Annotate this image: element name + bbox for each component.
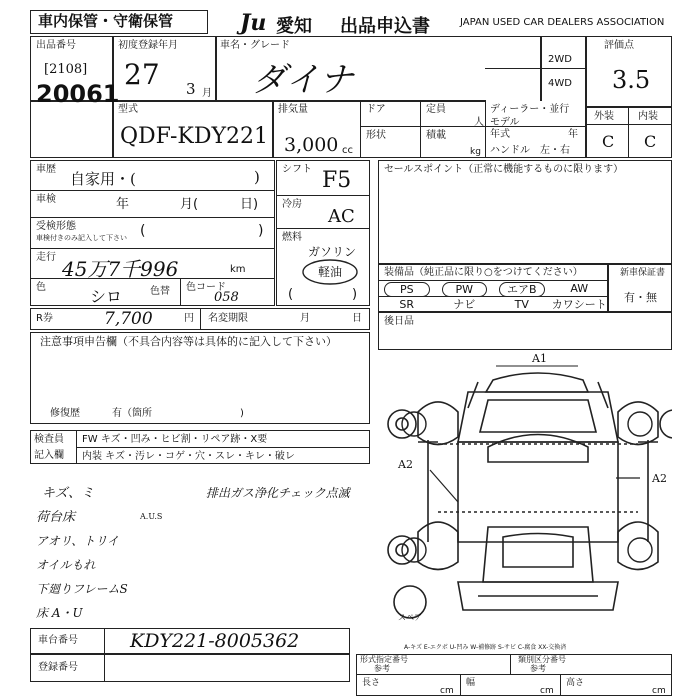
receipt-label: 受検形態 [36, 221, 76, 232]
note-4: オイルもれ [36, 558, 96, 572]
fuel-open: ( [288, 287, 294, 302]
exterior-label: 外装 [594, 111, 614, 122]
spec-category-ref: 参考 [530, 664, 546, 673]
receipt-note: 車検付きのみ記入して下さい [36, 234, 127, 242]
repair-label: 修復歴 [50, 408, 80, 419]
equipment-item: PS [384, 282, 430, 297]
sales-point-label: セールスポイント（正常に機能するものに限ります） [384, 164, 624, 175]
color-label: 色 [36, 282, 46, 293]
rating-score: 3.5 [612, 66, 651, 94]
inspector-row-2: 内装 キズ・汚レ・コゲ・穴・スレ・キレ・破レ [82, 451, 295, 462]
after-items-label: 後日品 [384, 316, 414, 327]
lot-number: 20061 [36, 80, 120, 108]
history-value: 自家用・( [70, 170, 136, 188]
spec-model-number-ref: 参考 [374, 664, 390, 673]
spec-height-label: 高さ [566, 678, 585, 688]
mileage-unit: km [230, 264, 246, 275]
shift-value: F5 [322, 168, 352, 193]
first-registration-label: 初度登録年月 [118, 40, 178, 51]
equipment-row-bottom [378, 297, 608, 312]
color-code-label: 色コード [186, 282, 226, 293]
receipt-open: ( [140, 223, 146, 239]
displacement-value: 3,000 [284, 134, 339, 156]
mileage-label: 走行 [36, 252, 56, 263]
ac-value: AC [328, 206, 355, 227]
displacement-label: 排気量 [278, 104, 308, 115]
diagram-mark-a2-right: A2 [652, 472, 667, 485]
equipment-item: AW [570, 282, 589, 295]
logo-text: 愛知 [276, 16, 312, 37]
color-value: シロ [90, 287, 123, 306]
registration-month-unit: 月 [202, 88, 212, 99]
spec-model-number-label: 形式指定番号 [360, 655, 408, 664]
inspector-label: 検査員 [34, 434, 64, 445]
notice-label: 注意事項申告欄（不具合内容等は具体的に記入して下さい） [40, 335, 337, 348]
note-extra-exhaust: 排出ガス浄化チェック点滅 [206, 486, 350, 500]
sales-point-box [378, 160, 672, 264]
capacity-label: 定員 [426, 104, 446, 115]
equipment-item: エアB [499, 282, 545, 297]
diagram-legend: A-キズ E-エクボ U-凹み W-補修跡 S-サビ C-腐食 XX-交換済 [404, 644, 567, 651]
fuel-close: ) [352, 287, 358, 302]
color-code-value: 058 [214, 290, 239, 305]
interior-grade: C [644, 132, 657, 151]
name-change-label: 名変期限 [208, 313, 248, 324]
shaken-day: 日) [240, 197, 259, 212]
handle-label: ハンドル [490, 145, 530, 156]
drive-2wd: 2WD [548, 54, 572, 65]
diagram-mark-a2-left: A2 [398, 458, 413, 471]
after-items-box [378, 312, 672, 350]
handle-options: 左・右 [540, 145, 570, 156]
repair-close: ) [240, 408, 244, 419]
load-label: 積載 [426, 130, 446, 141]
registration-number-label: 登録番号 [38, 662, 78, 673]
fuel-gasoline: ガソリン [308, 245, 357, 259]
equipment-item: PW [442, 282, 488, 297]
diagram-mark-a1: A1 [532, 352, 547, 365]
recycle-unit: 円 [184, 313, 194, 324]
fuel-diesel-circle [300, 258, 360, 286]
new-warranty-label: 新車保証書 [620, 268, 666, 278]
spec-width-unit: cm [540, 686, 554, 696]
recycle-label: R券 [36, 313, 53, 324]
mileage-value: 45万7千996 [62, 257, 179, 281]
note-3: アオリ、トリイ [36, 534, 119, 548]
shaken-month: 月( [180, 197, 199, 212]
load-unit: kg [470, 147, 481, 157]
capacity-unit: 人 [474, 117, 484, 128]
registration-month: 3 [186, 80, 196, 98]
inspector-record-label: 記入欄 [34, 450, 64, 461]
displacement-unit: cc [342, 145, 353, 156]
model-year-unit: 年 [568, 129, 578, 140]
model-year-label: 年式 [490, 129, 510, 140]
color-change-label: 色替 [150, 286, 170, 297]
history-close: ) [254, 168, 260, 186]
door-label: ドア [366, 104, 386, 115]
drive-4wd: 4WD [548, 78, 572, 89]
shape-label: 形状 [366, 130, 386, 141]
fuel-label: 燃料 [282, 232, 302, 243]
interior-label: 内装 [638, 111, 658, 122]
note-extra-aus: A.U.S [140, 512, 163, 521]
equipment-item: SR [399, 298, 415, 311]
model-sub-label: モデル [490, 117, 520, 128]
equipment-item: ナビ [453, 298, 476, 311]
ac-label: 冷房 [282, 199, 302, 210]
equipment-item: TV [514, 298, 529, 311]
type-code-value: QDF-KDY221 [120, 124, 268, 149]
spec-height-unit: cm [652, 686, 666, 696]
shift-label: シフト [282, 164, 312, 175]
name-change-day: 日 [352, 313, 362, 324]
vehicle-damage-diagram [378, 352, 672, 642]
spare-label: スペア [398, 613, 422, 622]
storage-badge-text: 車内保管・守衛保管 [38, 12, 174, 30]
name-change-month: 月 [300, 313, 310, 324]
spec-length-label: 長さ [362, 678, 381, 688]
note-6: 床 A・U [36, 606, 83, 620]
logo-mark: Ju [240, 10, 267, 36]
registration-number-box [30, 654, 350, 682]
repair-value: 有（箇所 [112, 408, 152, 419]
chassis-label: 車台番号 [38, 635, 78, 646]
spec-category-label: 類別区分番号 [518, 655, 566, 664]
recycle-value: 7,700 [104, 309, 153, 329]
equipment-label: 装備品（純正品に限り○をつけてください） [384, 267, 583, 278]
inspector-row-1: FW キズ・凹み・ヒビ割・リペア跡・X要 [82, 434, 268, 445]
receipt-close: ) [258, 223, 264, 239]
spec-length-unit: cm [440, 686, 454, 696]
dealer-label: ディーラー・並行 [490, 104, 570, 115]
lot-bracket-code: [2108] [44, 62, 88, 77]
shaken-year: 年 [116, 197, 130, 212]
vehicle-info-box [30, 160, 275, 306]
rating-label: 評価点 [604, 40, 634, 51]
equipment-row-top [378, 281, 608, 296]
note-5: 下廻りフレームS [36, 582, 128, 596]
shaken-label: 車検 [36, 194, 56, 205]
type-code-label: 型式 [118, 104, 138, 115]
form-title: 出品申込書 [340, 16, 430, 37]
note-1: キズ、ミ [42, 486, 95, 501]
note-2: 荷台床 [36, 510, 76, 525]
exterior-grade: C [602, 132, 615, 151]
fuel-diesel: 軽油 [318, 265, 343, 279]
model-name: ダイナ [252, 60, 354, 100]
history-label: 車歴 [36, 164, 56, 175]
association-name: JAPAN USED CAR DEALERS ASSOCIATION [460, 17, 665, 28]
model-label: 車名・グレード [220, 40, 290, 51]
lot-label: 出品番号 [36, 40, 76, 51]
spec-width-label: 幅 [466, 678, 476, 688]
equipment-item: カワシート [551, 298, 607, 311]
new-warranty-options: 有・無 [624, 291, 657, 304]
registration-year: 27 [124, 58, 160, 91]
chassis-value: KDY221-8005362 [130, 630, 300, 652]
